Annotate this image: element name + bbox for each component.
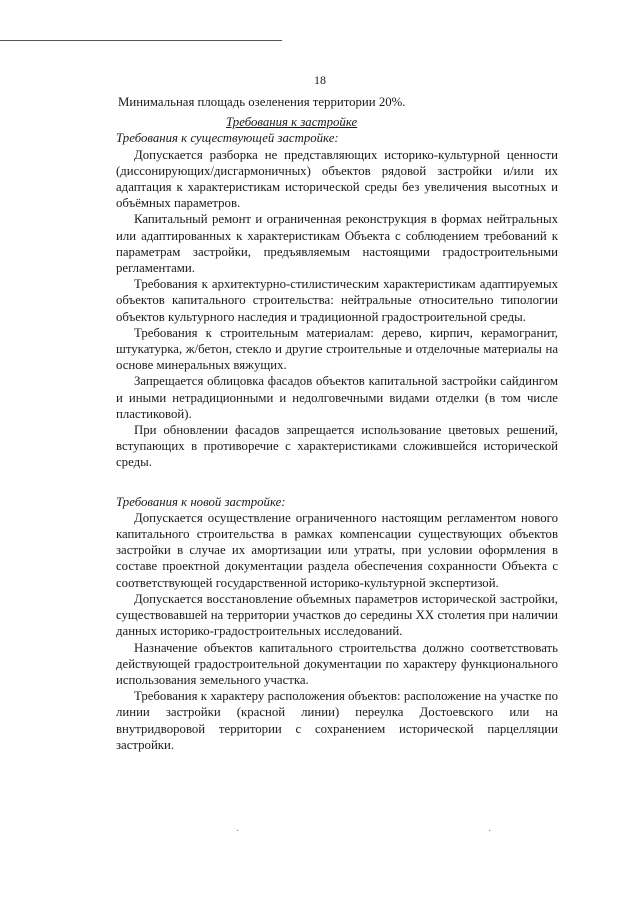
paragraph-style: Требования к архитектурно-стилистическим характеристикам адаптируемых объектов капитального строительства: нейтральные относительно типологии объектов культурного наследия и традиционной градостроительной среды.	[116, 277, 558, 324]
paragraph-placement: Требования к характеру расположения объектов: расположение на участке по линии застройки (красной линии) переулка Достоевского или на внутридворовой территории с сохранением исторической парцелляции застройки.	[116, 689, 558, 752]
scan-speck: ·	[488, 826, 492, 837]
paragraph-colors: При обновлении фасадов запрещается использование цветовых решений, вступающих в противоречие с характеристиками сложившейся исторической среды.	[116, 423, 558, 470]
paragraph-purpose: Назначение объектов капитального строительства должно соответствовать действующей градостроительной документации по характеру функционального использования земельного участка.	[116, 640, 558, 687]
section-heading: Требования к застройке	[226, 115, 358, 130]
new-buildings-subheading: Требования к новой застройке:	[116, 494, 286, 509]
document-body	[116, 94, 558, 753]
min-greening-text: Минимальная площадь озеленения территории 20%.	[118, 95, 406, 109]
paragraph-new-construction: Допускается осуществление ограниченного настоящим регламентом нового капитального строительства в рамках компенсации существующих объектов застройки в случае их амортизации или утраты, при условии оформления в составе проектной документации раздела обеспечения сохранности Объекта с соответствующей государственной историко-культурной экспертизой.	[116, 510, 558, 590]
paragraph-restoration: Допускается восстановление объемных параметров исторической застройки, существовавшей на территории участков до середины XX столетия при наличии данных историко-градостроительных исследований.	[116, 591, 558, 639]
paragraph-cladding: Запрещается облицовка фасадов объектов капитальной застройки сайдингом и иными нетрадиционными и недолговечными видами отделки (в том числе пластиковой).	[116, 374, 558, 421]
scan-speck: ·	[236, 826, 240, 837]
page-number: 18	[314, 73, 326, 87]
paragraph-demolition: Допускается разборка не представляющих историко-культурной ценности (диссонирующих/дисгармоничных) объектов рядовой застройки и/или их адаптация к характеристикам исторической среды без увеличения высотных и объёмных параметров.	[116, 147, 558, 211]
existing-buildings-subheading: Требования к существующей застройке:	[116, 131, 339, 146]
paragraph-materials: Требования к строительным материалам: дерево, кирпич, керамогранит, штукатурка, ж/бетон, стекло и другие строительные и отделочные материалы на основе минеральных вяжущих.	[116, 325, 558, 373]
scan-top-line	[0, 40, 282, 41]
paragraph-repair: Капитальный ремонт и ограниченная реконструкция в формах нейтральных или адаптированных к характеристикам Объекта с соблюдением требований к параметрам застройки, предъявляемым настоящими градостроительными регламентами.	[116, 212, 558, 276]
